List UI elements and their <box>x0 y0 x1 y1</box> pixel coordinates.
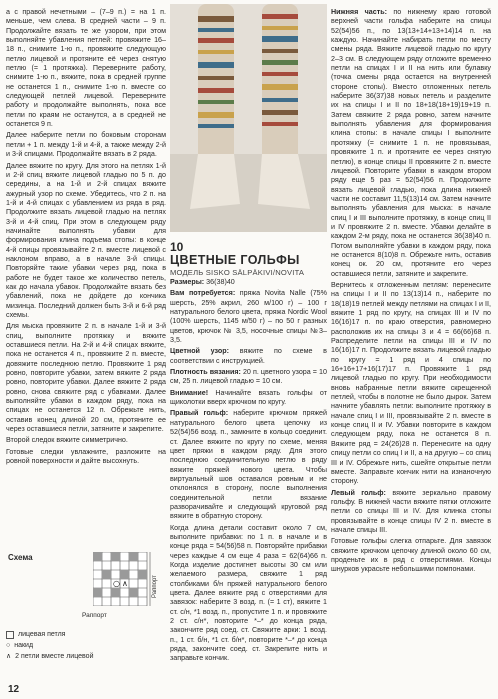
svg-text:∧: ∧ <box>122 579 128 588</box>
legend-text: 2 петли вместе лицевой <box>15 653 94 660</box>
rapport-vertical-label <box>148 548 158 612</box>
paragraph: Далее вяжите по кругу. Для этого на петлях 1-й и 2-й спиц вяжите лицевой гладью по 5 п. до середины, а на 1-й и 2-й спицах вяжите ажурный узор по схеме. Убедитесь, что 2 п. на 1-й и 4-й спицах с убавлением из ряда в ряд. Продолжите вязать лицевой гладью на петлях 3-й и 4-й спиц. При этом в следующем ряду начинайте выполнять убавки для формирования клина подъема стопы: в конце 4-й спицы провязывайте 2 п. вместе лицевой с наклоном вправо, а в начале 3-й спицы. Повторяйте такие убавки через ряд, пока в работе не будет такое же количество петель, как до начала убавок. Продолжайте вязать без убавлений, пока не дойдете до кончика мизинца. Последний должен быть 3-й и 6-й ряд схемы. <box>6 161 166 319</box>
paragraph: Цветной узор: вяжите по схеме в соответствии с инструкцией. <box>170 347 327 365</box>
legend-symbol-decrease-icon: ∧ <box>6 653 12 660</box>
pattern-number: 10 <box>170 240 184 254</box>
pattern-designer: МОДЕЛЬ SISKO SÄLPÄKIVI/NOVITA <box>170 268 305 277</box>
paragraph: Нижняя часть: по нижнему краю готовой верхней части гольфа наберите на спицы 52(54)56 п., по 13(13+14+13+14)14 п. на каждую. Начинайте набирать петли по месту смены ряда. Вяжите лицевой гладью по кругу 2–3 см. В следующем ряду отложите временно петли на спицах I и II на нить или булавку (точка смены ряда остается на внутренней стороне стопы). Вместо отложенных петель наберите 36(37)38 новых петель и разделите их на спицы I и II по 18+18(18+19)19+19 п. Затем свяжите 2 ряда ровно, затем начните выполнять убавления для формирования клина стопы: в начале спицы I выполните протяжку (= снимите 1 п. не провязывая, провяжите 1 п. и протяните ее через снятую петлю), в конце спицы II провяжите 2 п. вместе лицевой. Повторите убавки в каждом втором ряду еще 5 раз = 52(54)56 п. Продолжите вязать лицевой гладью, пока длина нижней части не составит 11,5(13)14 см. Затем начните выполнять убавления для мыска: в начале спиц I и III выполните протяжку, в конце спиц II и IV провяжите 2 п. вместе. Убавки делайте в каждом 2-м ряду, пока не останется 36(38)40 п. Потом выполняйте убавки в каждом ряду, пока не останется 8(10)8 п. Обрежьте нить, оставив конец ок. 20 см, протяните его через оставшиеся петли, затяните и закрепите. <box>331 8 491 278</box>
legend-text: лицевая петля <box>18 631 66 638</box>
page-number: 12 <box>8 684 20 695</box>
paragraph: Готовые следки увлажните, разложите на ровной поверхности и дайте высохнуть. <box>6 447 166 466</box>
product-photo <box>170 4 327 232</box>
paragraph: Для мыска провяжите 2 п. в начале 1-й и 3-й спиц, выполните протяжку и вяжите оставшиеся петли. На 2-й и 4-й спицах вяжите, пока не останется 4 п., провяжите 2 п. вместе, довяжите последнюю петлю. Провяжите 1 ряд ровно, повторите убавки, затем вяжите 2 ряда ровно, повторите убавки. Далее вяжите 2 ряда ровно, снова свяжите ряд с убавками. Далее выполняйте убавки в каждом ряду, пока на спицах не останется 12 п. Обрежьте нить, оставив конец длиной 20 см, протяните ее через оставшиеся петли, затяните и закрепите. <box>6 322 166 434</box>
paragraph: Плотность вязания: 20 п. цветного узора = 10 см, 25 п. лицевой гладью = 10 см. <box>170 368 327 386</box>
paragraph: Внимание! Начинайте вязать гольфы от щиколотки вверх крючком по кругу. <box>170 388 327 407</box>
legend-symbol-blank-icon <box>6 631 14 639</box>
paragraph: Размеры: 36(38)40 <box>170 278 235 286</box>
paragraph: Вам потребуется: пряжа Novita Nalle (75% шерсть, 25% акрил, 260 м/100 г) – 100 г натурального белого цвета, пряжа Nordic Wool (100% шерсть, 1145 м/50 г) – по 50 г разных цветов, крючок № 3,5, носочные спицы №3–3,5. <box>170 289 327 345</box>
paragraph: Второй следок вяжите симметрично. <box>6 436 128 445</box>
left-text-column <box>6 8 166 469</box>
paragraph: Левый гольф: вяжите зеркально правому гольфу. В нижней части вяжите пятки отложите петли со спицы III и IV. Для клинка стопы провязывайте в конце спицы IV 2 п. вместе в начале спицы III. <box>331 488 491 534</box>
paragraph: Далее наберите петли по боковым сторонам петли + 1 п. между 1-й и 4-й, а также между 2-й и 3-й спицами. Продолжайте вязать в 2 ряда. <box>6 131 166 159</box>
paragraph: а с правой нечетными – (7–9 п.) = на 1 п. меньше, чем слева. В средней части – 9 п. Продолжайте вязать те же узором, при этом выполняйте убавления петлей: провяжите 16–18 п., снимите 1-ю п., провяжите следующую петлю лицевой и протяните её через снятую петлю (= 1 протяжка). Переверните работу, снимите 1-ю п., вяжите, пока в средней группе не останется 1 п., снимите 1-ю п. вместе со следующей петлей лицевой. Переверните работу и продолжайте выполнять, пока все петли по краям не останутся, а в средней не останется 9 п. <box>6 8 166 129</box>
scheme-legend <box>6 630 166 663</box>
svg-text:○: ○ <box>113 579 120 588</box>
legend-text: накид <box>14 642 34 649</box>
legend-symbol-yarn-over-icon: ○ <box>6 642 11 649</box>
paragraph: Готовые гольфы слегка отпарьте. Для завязок свяжите крючком цепочку длиной около 60 см, проденьте их в ряд с отверстиями. Концы шнурков украсьте небольшими помпонами. <box>331 537 491 574</box>
paragraph: Вернитесь к отложенным петлям: перенесите на спицы I и II по 13(13)14 п., наберите по 18(18)19 петлей между петлями на спицах I и II, вяжите 1 ряд по кругу, на спицах III и IV по 16(16)17 п. по краю отверстия, равномерно расположив их на спицы 3 и 4 = 66(66)68 п. Распределите петли на спицы III и IV по 16(16)17 п. Продолжите вязать лицевой гладью по кругу = 1 ряд и 4 спицы по 16+16+17+16(17)17 п. Провяжите 1 ряд лицевой гладью по кругу. При необходимости вновь набранные петли вяжите скрещенной петлей, чтобы в полотне не было дырок. Затем начните убавлять петли: выполните протяжку в начале спиц I и III, провязывайте 2 п. вместе в конце спиц II и IV. Убавки повторите в каждом следующем ряду, пока не останется 8 п. Вяжите ряд = 24(26)28 п. Перенесите на одну спицу петли со спиц I и II, а на другую – со спиц III и IV. Обрежьте нить, сшейте открытые петли вместе. Заправьте кончик нити на изнаночную сторону. <box>331 280 491 486</box>
legend-row <box>6 652 166 661</box>
paragraph: Правый гольф: наберите крючком пряжей натурального белого цвета цепочку из 52(54)56 возд. п., замкните в кольцо соединит. ст. Далее вяжите по кругу по схеме, меняя цвет пряжи в каждом ряду. Для этого последнюю соединительную петлю в ряду вяжите пряжей нового цвета. Чтобы виртуальный шов оставался ровным и не отклонялся в сторону, после выполнения соединительной петли вязание разворачивайте и следующий круговой ряд вяжите в обратную сторону. <box>170 409 327 521</box>
rapport-vertical-text: Раппорт <box>152 575 158 598</box>
scheme-title: Схема <box>8 553 33 562</box>
pattern-title: ЦВЕТНЫЕ ГОЛЬФЫ <box>170 253 300 267</box>
middle-text-column <box>170 278 327 666</box>
legend-row <box>6 641 166 650</box>
rapport-horizontal-label: Раппорт <box>82 612 107 619</box>
paragraph: Когда длина детали составит около 7 см, выполните прибавки: по 1 п. в начале и в конце ряда = 54(56)58 п. Повторяйте прибавки через каждые 4 см еще 4 раза = 62(64)66 п. Когда изделие достигнет высоты 30 см или желаемого размера, свяжите 1 ряд столбиками б/н пряжей натурального белого цвета. Далее вяжите ряд с отверстиями для завязок: наберите 3 возд. п. (= 1 ст), вяжите 1 ст. с/н, *1 возд. п., пропустите 1 п. и провяжите 2 ст. с/н*, повторите *–* до конца ряда, закончите ряд соед. ст. Свяжите арки: 1 возд. п., 1 ст. б/н, *1 ст. б/н*, повторите *–* до конца ряда, закончите соед. ст. Закрепите нить и заправьте кончик. <box>170 523 327 663</box>
right-text-column <box>331 8 491 577</box>
legend-row <box>6 630 166 639</box>
